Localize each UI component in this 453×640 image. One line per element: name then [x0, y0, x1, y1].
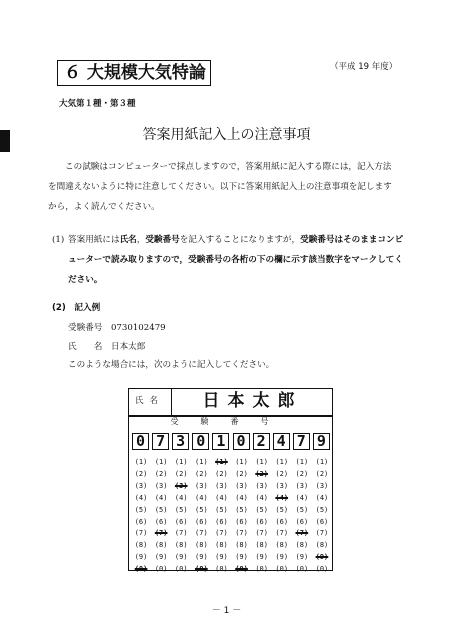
option-cell: (6) [235, 517, 248, 526]
digit-box: 7 [293, 433, 310, 450]
exam-year: （平成 19 年度） [330, 62, 398, 72]
option-cell: (5) [134, 505, 148, 514]
option-cell: (5) [295, 505, 309, 514]
exam-category: 大気第１種・第３種 [59, 99, 136, 109]
digit-box: 9 [313, 433, 330, 450]
marked-option-cell: (3) [174, 481, 188, 490]
option-cell: (5) [154, 505, 168, 514]
option-cell: (7) [215, 529, 228, 538]
option-cell: (5) [174, 505, 188, 514]
option-cell: (3) [315, 481, 329, 490]
example-exam-number: 受験番号 0730102479 [68, 323, 166, 333]
option-cell: (6) [195, 517, 208, 526]
option-cell: (8) [255, 541, 268, 550]
option-cell: (3) [275, 481, 289, 490]
example-name: 氏 名 日本太郎 [68, 342, 146, 352]
option-cell: (1) [134, 458, 148, 466]
option-cell: (5) [255, 505, 268, 514]
section-title: ６ 大規模大気特論 [57, 60, 211, 86]
section2-title: (2) 記入例 [52, 303, 101, 313]
option-cell: (1) [195, 458, 208, 466]
option-cell: (3) [295, 481, 309, 490]
section1-text-2: ， [136, 235, 146, 245]
page-number: － 1 － [211, 606, 242, 616]
option-cell: (9) [195, 553, 208, 562]
option-cell: (4) [154, 493, 168, 502]
option-cell: (2) [295, 469, 309, 478]
option-cell: (1) [295, 458, 309, 466]
option-cell: (4) [255, 493, 268, 502]
example-instruction: このような場合には，次のように記入してください。 [68, 360, 275, 370]
option-cell: (9) [134, 553, 148, 562]
option-cell: (5) [195, 505, 208, 514]
option-cell: (5) [315, 505, 329, 514]
digit-box: 0 [192, 433, 209, 450]
option-cell: (8) [315, 541, 329, 550]
intro-paragraph: この試験はコンピューターで採点しますので，答案用紙に記入する際には，記入方法を間違えないように特に注意してください。以下に答案用紙記入上の注意事項を記しますから，よく読んでください。 [48, 162, 392, 212]
digit-box: 3 [172, 433, 189, 450]
option-cell: (9) [215, 553, 228, 562]
option-cell: (9) [275, 553, 289, 562]
option-cell: (0) [154, 565, 168, 574]
option-cell: (0) [315, 565, 329, 574]
marked-option-cell: (0) [195, 565, 208, 574]
option-cell: (2) [275, 469, 289, 478]
option-cell: (6) [154, 517, 168, 526]
option-cell: (9) [235, 553, 248, 562]
option-cell: (9) [174, 553, 188, 562]
section1-paragraph [68, 230, 404, 290]
option-cell: (1) [255, 458, 268, 466]
option-cell: (6) [275, 517, 289, 526]
option-cell: (2) [154, 469, 168, 478]
marked-option-cell: (2) [255, 469, 268, 478]
section1-number: (1) [52, 235, 65, 245]
option-cell: (5) [215, 505, 228, 514]
option-cell: (1) [235, 458, 248, 466]
marked-option-cell: (1) [215, 458, 228, 466]
option-cell: (3) [215, 481, 228, 490]
option-cell: (8) [174, 541, 188, 550]
option-cell: (7) [235, 529, 248, 538]
option-cell: (8) [134, 541, 148, 550]
option-cell: (4) [295, 493, 309, 502]
option-cell: (0) [215, 565, 228, 574]
option-cell: (1) [315, 458, 329, 466]
option-cell: (5) [275, 505, 289, 514]
option-cell: (8) [235, 541, 248, 550]
option-cell: (4) [195, 493, 208, 502]
option-cell: (8) [195, 541, 208, 550]
option-cell: (6) [295, 517, 309, 526]
marked-option-cell: (7) [295, 529, 309, 538]
option-cell: (2) [315, 469, 329, 478]
option-cell: (9) [255, 553, 268, 562]
option-cell: (7) [315, 529, 329, 538]
marked-option-cell: (0) [134, 565, 148, 574]
option-cell: (6) [174, 517, 188, 526]
marked-option-cell: (7) [154, 529, 168, 538]
option-cell: (6) [134, 517, 148, 526]
option-cell: (7) [195, 529, 208, 538]
section1-text-1: 答案用紙には [68, 235, 120, 245]
option-cell: (8) [154, 541, 168, 550]
option-cell: (1) [154, 458, 168, 466]
option-cell: (3) [195, 481, 208, 490]
option-cell: (9) [295, 553, 309, 562]
option-cell: (4) [174, 493, 188, 502]
option-cell: (0) [255, 565, 268, 574]
option-cell: (9) [154, 553, 168, 562]
sheet-exam-label: 受験番号 [170, 417, 291, 426]
option-cell: (8) [275, 541, 289, 550]
option-cell: (3) [255, 481, 268, 490]
option-cell: (4) [315, 493, 329, 502]
digit-box: 0 [233, 433, 250, 450]
option-cell: (8) [215, 541, 228, 550]
option-cell: (0) [174, 565, 188, 574]
digit-box: 2 [253, 433, 270, 450]
section1-bold-name: 氏名 [119, 235, 137, 245]
option-cell: (0) [295, 565, 309, 574]
section1-bold-instruction: 受験番号はそのままコンピューターで読み取りますので，受験番号の各桁の下の欄に示す該当数字をマークしてください。 [68, 235, 404, 285]
option-cell: (7) [174, 529, 188, 538]
option-cell: (7) [275, 529, 289, 538]
marked-option-cell: (9) [315, 553, 329, 562]
digit-box: 4 [273, 433, 290, 450]
option-cell: (2) [215, 469, 228, 478]
option-cell: (2) [134, 469, 148, 478]
option-cell: (4) [134, 493, 148, 502]
sheet-name-value: 日本太郎 [202, 391, 303, 411]
option-cell: (7) [134, 529, 148, 538]
option-cell: (1) [174, 458, 188, 466]
option-cell: (4) [215, 493, 228, 502]
option-cell: (7) [255, 529, 268, 538]
option-cell: (4) [235, 493, 248, 502]
option-cell: (6) [215, 517, 228, 526]
digit-box: 1 [212, 433, 229, 450]
option-cell: (3) [134, 481, 148, 490]
option-cell: (8) [295, 541, 309, 550]
marked-option-cell: (0) [235, 565, 248, 574]
digit-box: 0 [132, 433, 149, 450]
option-cell: (3) [154, 481, 168, 490]
option-cell: (1) [275, 458, 289, 466]
option-cell: (5) [235, 505, 248, 514]
digit-box: 7 [152, 433, 169, 450]
option-cell: (2) [235, 469, 248, 478]
section1-text-3: を記入することになりますが， [179, 235, 301, 245]
option-cell: (6) [255, 517, 268, 526]
section1-bold-number: 受験番号 [145, 235, 180, 245]
option-cell: (2) [174, 469, 188, 478]
option-cell: (6) [315, 517, 329, 526]
option-cell: (2) [195, 469, 208, 478]
page-heading: 答案用紙記入上の注意事項 [142, 127, 311, 143]
option-cell: (0) [275, 565, 289, 574]
sheet-name-label: 氏名 [128, 388, 172, 415]
option-cell: (3) [235, 481, 248, 490]
marked-option-cell: (4) [275, 493, 289, 502]
